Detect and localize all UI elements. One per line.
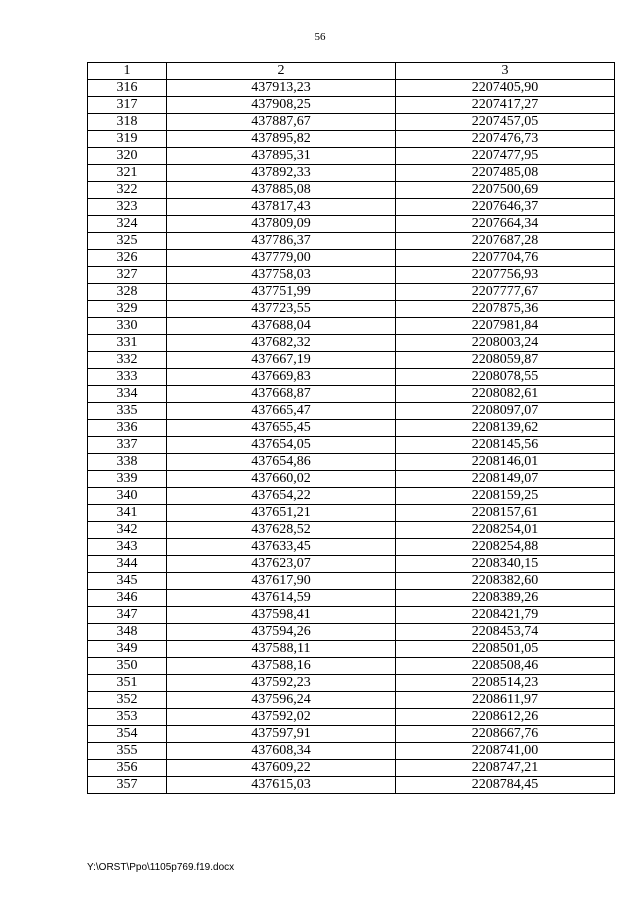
x-coordinate-cell: 437628,52	[167, 522, 396, 539]
point-number-cell: 353	[88, 709, 167, 726]
point-number-cell: 339	[88, 471, 167, 488]
table-row	[88, 675, 615, 692]
table-row	[88, 624, 615, 641]
table-row	[88, 318, 615, 335]
y-coordinate-cell: 2208741,00	[396, 743, 615, 760]
x-coordinate-cell: 437654,05	[167, 437, 396, 454]
table-header	[88, 63, 615, 80]
x-coordinate-cell: 437588,11	[167, 641, 396, 658]
y-coordinate-cell: 2207457,05	[396, 114, 615, 131]
point-number-cell: 332	[88, 352, 167, 369]
x-coordinate-cell: 437654,22	[167, 488, 396, 505]
table-row	[88, 539, 615, 556]
table-row	[88, 335, 615, 352]
y-coordinate-cell: 2207777,67	[396, 284, 615, 301]
header-col-1: 1	[88, 63, 167, 80]
y-coordinate-cell: 2207476,73	[396, 131, 615, 148]
x-coordinate-cell: 437651,21	[167, 505, 396, 522]
table-row	[88, 148, 615, 165]
y-coordinate-cell: 2208508,46	[396, 658, 615, 675]
point-number-cell: 349	[88, 641, 167, 658]
y-coordinate-cell: 2208159,25	[396, 488, 615, 505]
table-row	[88, 301, 615, 318]
point-number-cell: 324	[88, 216, 167, 233]
x-coordinate-cell: 437786,37	[167, 233, 396, 250]
y-coordinate-cell: 2208254,01	[396, 522, 615, 539]
coordinates-table	[87, 62, 615, 794]
y-coordinate-cell: 2208453,74	[396, 624, 615, 641]
point-number-cell: 319	[88, 131, 167, 148]
point-number-cell: 354	[88, 726, 167, 743]
x-coordinate-cell: 437598,41	[167, 607, 396, 624]
y-coordinate-cell: 2207687,28	[396, 233, 615, 250]
x-coordinate-cell: 437597,91	[167, 726, 396, 743]
y-coordinate-cell: 2208146,01	[396, 454, 615, 471]
y-coordinate-cell: 2207405,90	[396, 80, 615, 97]
x-coordinate-cell: 437592,02	[167, 709, 396, 726]
table-row	[88, 726, 615, 743]
x-coordinate-cell: 437682,32	[167, 335, 396, 352]
table-row	[88, 267, 615, 284]
point-number-cell: 351	[88, 675, 167, 692]
x-coordinate-cell: 437588,16	[167, 658, 396, 675]
x-coordinate-cell: 437660,02	[167, 471, 396, 488]
table-row	[88, 760, 615, 777]
point-number-cell: 323	[88, 199, 167, 216]
x-coordinate-cell: 437723,55	[167, 301, 396, 318]
point-number-cell: 346	[88, 590, 167, 607]
y-coordinate-cell: 2208157,61	[396, 505, 615, 522]
table-row	[88, 114, 615, 131]
table-row	[88, 590, 615, 607]
point-number-cell: 340	[88, 488, 167, 505]
point-number-cell: 341	[88, 505, 167, 522]
point-number-cell: 345	[88, 573, 167, 590]
table-row	[88, 573, 615, 590]
x-coordinate-cell: 437623,07	[167, 556, 396, 573]
y-coordinate-cell: 2207417,27	[396, 97, 615, 114]
y-coordinate-cell: 2208747,21	[396, 760, 615, 777]
point-number-cell: 334	[88, 386, 167, 403]
table-row	[88, 607, 615, 624]
y-coordinate-cell: 2208421,79	[396, 607, 615, 624]
table-row	[88, 182, 615, 199]
table-body	[88, 80, 615, 794]
x-coordinate-cell: 437615,03	[167, 777, 396, 794]
x-coordinate-cell: 437665,47	[167, 403, 396, 420]
y-coordinate-cell: 2208149,07	[396, 471, 615, 488]
point-number-cell: 318	[88, 114, 167, 131]
y-coordinate-cell: 2208667,76	[396, 726, 615, 743]
x-coordinate-cell: 437667,19	[167, 352, 396, 369]
point-number-cell: 335	[88, 403, 167, 420]
table-row	[88, 80, 615, 97]
x-coordinate-cell: 437817,43	[167, 199, 396, 216]
point-number-cell: 317	[88, 97, 167, 114]
y-coordinate-cell: 2208340,15	[396, 556, 615, 573]
header-col-3: 3	[396, 63, 615, 80]
point-number-cell: 331	[88, 335, 167, 352]
point-number-cell: 356	[88, 760, 167, 777]
x-coordinate-cell: 437913,23	[167, 80, 396, 97]
y-coordinate-cell: 2208003,24	[396, 335, 615, 352]
y-coordinate-cell: 2207981,84	[396, 318, 615, 335]
y-coordinate-cell: 2207664,34	[396, 216, 615, 233]
x-coordinate-cell: 437668,87	[167, 386, 396, 403]
table-row	[88, 284, 615, 301]
x-coordinate-cell: 437608,34	[167, 743, 396, 760]
table-row	[88, 352, 615, 369]
y-coordinate-cell: 2207704,76	[396, 250, 615, 267]
x-coordinate-cell: 437594,26	[167, 624, 396, 641]
point-number-cell: 355	[88, 743, 167, 760]
x-coordinate-cell: 437885,08	[167, 182, 396, 199]
table-row	[88, 97, 615, 114]
point-number-cell: 326	[88, 250, 167, 267]
x-coordinate-cell: 437614,59	[167, 590, 396, 607]
x-coordinate-cell: 437779,00	[167, 250, 396, 267]
x-coordinate-cell: 437596,24	[167, 692, 396, 709]
page-number: 56	[314, 31, 326, 43]
table-row	[88, 556, 615, 573]
point-number-cell: 348	[88, 624, 167, 641]
point-number-cell: 352	[88, 692, 167, 709]
y-coordinate-cell: 2208514,23	[396, 675, 615, 692]
table-row	[88, 199, 615, 216]
point-number-cell: 357	[88, 777, 167, 794]
x-coordinate-cell: 437617,90	[167, 573, 396, 590]
y-coordinate-cell: 2208082,61	[396, 386, 615, 403]
x-coordinate-cell: 437633,45	[167, 539, 396, 556]
y-coordinate-cell: 2208078,55	[396, 369, 615, 386]
y-coordinate-cell: 2208612,26	[396, 709, 615, 726]
point-number-cell: 325	[88, 233, 167, 250]
point-number-cell: 336	[88, 420, 167, 437]
table-row	[88, 250, 615, 267]
point-number-cell: 321	[88, 165, 167, 182]
table-row	[88, 437, 615, 454]
y-coordinate-cell: 2208611,97	[396, 692, 615, 709]
y-coordinate-cell: 2208139,62	[396, 420, 615, 437]
y-coordinate-cell: 2208784,45	[396, 777, 615, 794]
point-number-cell: 329	[88, 301, 167, 318]
point-number-cell: 320	[88, 148, 167, 165]
x-coordinate-cell: 437592,23	[167, 675, 396, 692]
table-row	[88, 692, 615, 709]
table-row	[88, 743, 615, 760]
table-row	[88, 216, 615, 233]
table-row	[88, 488, 615, 505]
y-coordinate-cell: 2208389,26	[396, 590, 615, 607]
table-row	[88, 420, 615, 437]
y-coordinate-cell: 2208097,07	[396, 403, 615, 420]
x-coordinate-cell: 437809,09	[167, 216, 396, 233]
x-coordinate-cell: 437609,22	[167, 760, 396, 777]
table-row	[88, 471, 615, 488]
y-coordinate-cell: 2207756,93	[396, 267, 615, 284]
point-number-cell: 350	[88, 658, 167, 675]
x-coordinate-cell: 437688,04	[167, 318, 396, 335]
table-row	[88, 386, 615, 403]
x-coordinate-cell: 437908,25	[167, 97, 396, 114]
table-row	[88, 709, 615, 726]
x-coordinate-cell: 437887,67	[167, 114, 396, 131]
x-coordinate-cell: 437655,45	[167, 420, 396, 437]
y-coordinate-cell: 2208382,60	[396, 573, 615, 590]
point-number-cell: 338	[88, 454, 167, 471]
y-coordinate-cell: 2208501,05	[396, 641, 615, 658]
point-number-cell: 328	[88, 284, 167, 301]
point-number-cell: 330	[88, 318, 167, 335]
table-row	[88, 131, 615, 148]
table-row	[88, 369, 615, 386]
y-coordinate-cell: 2207500,69	[396, 182, 615, 199]
point-number-cell: 342	[88, 522, 167, 539]
y-coordinate-cell: 2208059,87	[396, 352, 615, 369]
y-coordinate-cell: 2207646,37	[396, 199, 615, 216]
x-coordinate-cell: 437895,31	[167, 148, 396, 165]
table-row	[88, 658, 615, 675]
table-row	[88, 165, 615, 182]
x-coordinate-cell: 437654,86	[167, 454, 396, 471]
x-coordinate-cell: 437669,83	[167, 369, 396, 386]
table-row	[88, 454, 615, 471]
point-number-cell: 343	[88, 539, 167, 556]
header-col-2: 2	[167, 63, 396, 80]
point-number-cell: 316	[88, 80, 167, 97]
point-number-cell: 333	[88, 369, 167, 386]
point-number-cell: 344	[88, 556, 167, 573]
table-row	[88, 641, 615, 658]
table-row	[88, 403, 615, 420]
y-coordinate-cell: 2207477,95	[396, 148, 615, 165]
y-coordinate-cell: 2207875,36	[396, 301, 615, 318]
table-row	[88, 233, 615, 250]
table-row	[88, 777, 615, 794]
point-number-cell: 337	[88, 437, 167, 454]
point-number-cell: 347	[88, 607, 167, 624]
header-row	[88, 63, 615, 80]
x-coordinate-cell: 437751,99	[167, 284, 396, 301]
x-coordinate-cell: 437892,33	[167, 165, 396, 182]
point-number-cell: 322	[88, 182, 167, 199]
y-coordinate-cell: 2208145,56	[396, 437, 615, 454]
x-coordinate-cell: 437895,82	[167, 131, 396, 148]
x-coordinate-cell: 437758,03	[167, 267, 396, 284]
y-coordinate-cell: 2208254,88	[396, 539, 615, 556]
footer-file-path: Y:\ORST\Ppo\1105p769.f19.docx	[87, 862, 235, 873]
table-row	[88, 522, 615, 539]
y-coordinate-cell: 2207485,08	[396, 165, 615, 182]
point-number-cell: 327	[88, 267, 167, 284]
table-row	[88, 505, 615, 522]
